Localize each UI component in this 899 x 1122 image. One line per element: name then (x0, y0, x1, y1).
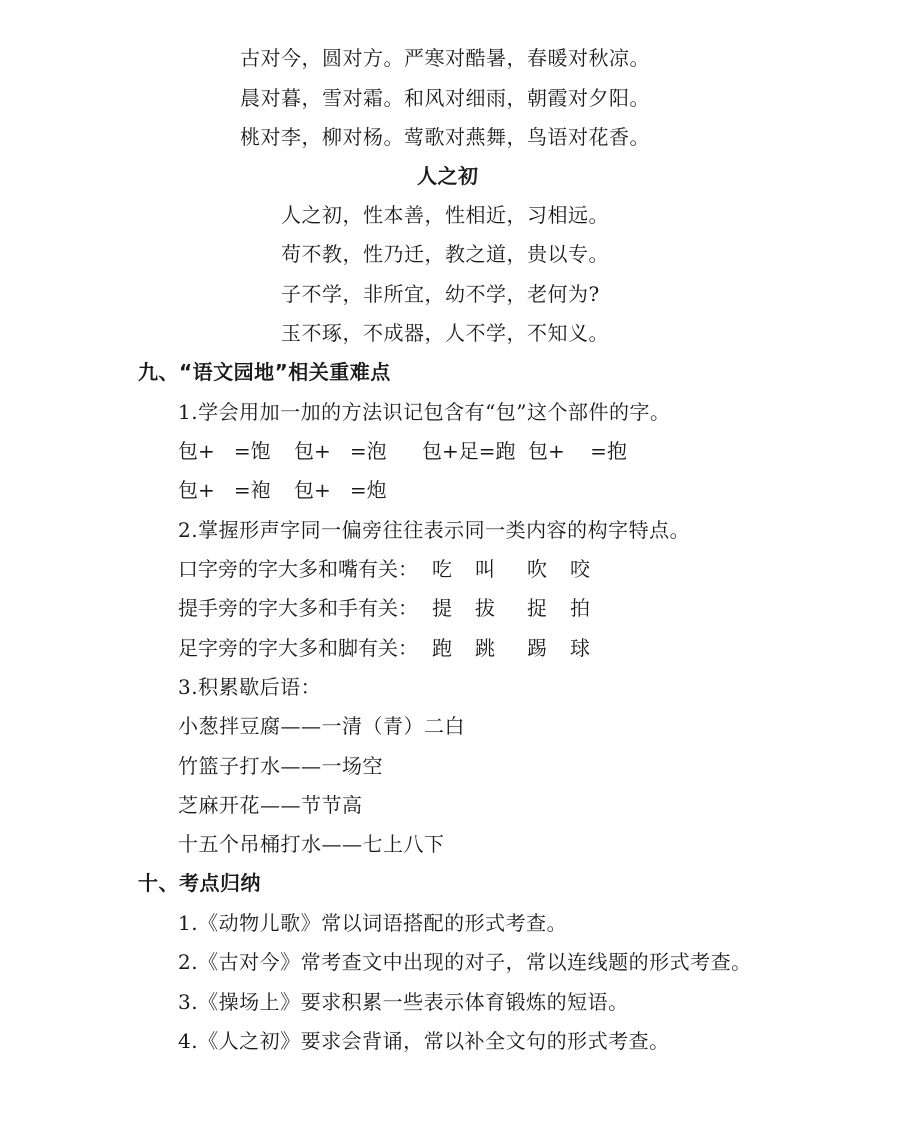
radical-char: 提 (432, 596, 452, 620)
xiehouyu-item: 竹篮子打水——一场空 (178, 754, 383, 778)
radical-char: 球 (570, 636, 590, 660)
radical-char: 跑 (432, 636, 452, 660)
point-text: 1.学会用加一加的方法识记包含有“包”这个部件的字。 (178, 400, 671, 424)
radical-label: 足字旁的字大多和脚有关： (178, 636, 418, 660)
bao-equation: 包+ =炮 (294, 478, 387, 502)
bao-equation: 包+足=跑 (422, 439, 516, 463)
radical-char: 咬 (570, 557, 590, 581)
radical-char: 拍 (570, 596, 590, 620)
poem-line: 古对今，圆对方。严寒对酷暑，春暖对秋凉。 (240, 46, 650, 70)
exam-point: 3.《操场上》要求积累一些表示体育锻炼的短语。 (178, 990, 629, 1014)
xiehouyu-item: 小葱拌豆腐——一清（青）二白 (178, 714, 465, 738)
poem-line: 子不学，非所宜，幼不学，老何为? (281, 282, 600, 306)
poem-line: 苟不教，性乃迁，教之道，贵以专。 (281, 242, 609, 266)
poem-line: 玉不琢，不成器，人不学，不知义。 (281, 321, 609, 345)
radical-char: 跳 (475, 636, 495, 660)
bao-equation: 包+ =抱 (528, 439, 627, 463)
exam-point: 2.《古对今》常考查文中出现的对子，常以连线题的形式考查。 (178, 950, 752, 974)
section-heading: 九、“语文园地”相关重难点 (138, 360, 391, 384)
bao-equation: 包+ =饱 (178, 439, 271, 463)
poem-line: 人之初，性本善，性相近，习相远。 (281, 203, 609, 227)
radical-char: 吃 (432, 557, 452, 581)
bao-equation: 包+ =泡 (294, 439, 387, 463)
radical-char: 捉 (527, 596, 547, 620)
section-heading: 十、考点归纳 (138, 871, 261, 895)
exam-point: 4.《人之初》要求会背诵，常以补全文句的形式考查。 (178, 1029, 670, 1053)
radical-char: 拔 (475, 596, 495, 620)
radical-label: 口字旁的字大多和嘴有关： (178, 557, 418, 581)
bao-equation: 包+ =袍 (178, 478, 271, 502)
radical-char: 叫 (475, 557, 495, 581)
poem-title: 人之初 (417, 164, 479, 188)
xiehouyu-item: 十五个吊桶打水——七上八下 (178, 832, 445, 856)
point-text: 2.掌握形声字同一偏旁往往表示同一类内容的构字特点。 (178, 518, 691, 542)
poem-line: 桃对李，柳对杨。莺歌对燕舞，鸟语对花香。 (240, 125, 650, 149)
poem-line: 晨对暮，雪对霜。和风对细雨，朝霞对夕阳。 (240, 86, 650, 110)
radical-label: 提手旁的字大多和手有关： (178, 596, 418, 620)
exam-point: 1.《动物儿歌》常以词语搭配的形式考查。 (178, 911, 568, 935)
xiehouyu-item: 芝麻开花——节节高 (178, 793, 363, 817)
point-text: 3.积累歇后语： (178, 675, 322, 699)
radical-char: 踢 (527, 636, 547, 660)
radical-char: 吹 (527, 557, 547, 581)
